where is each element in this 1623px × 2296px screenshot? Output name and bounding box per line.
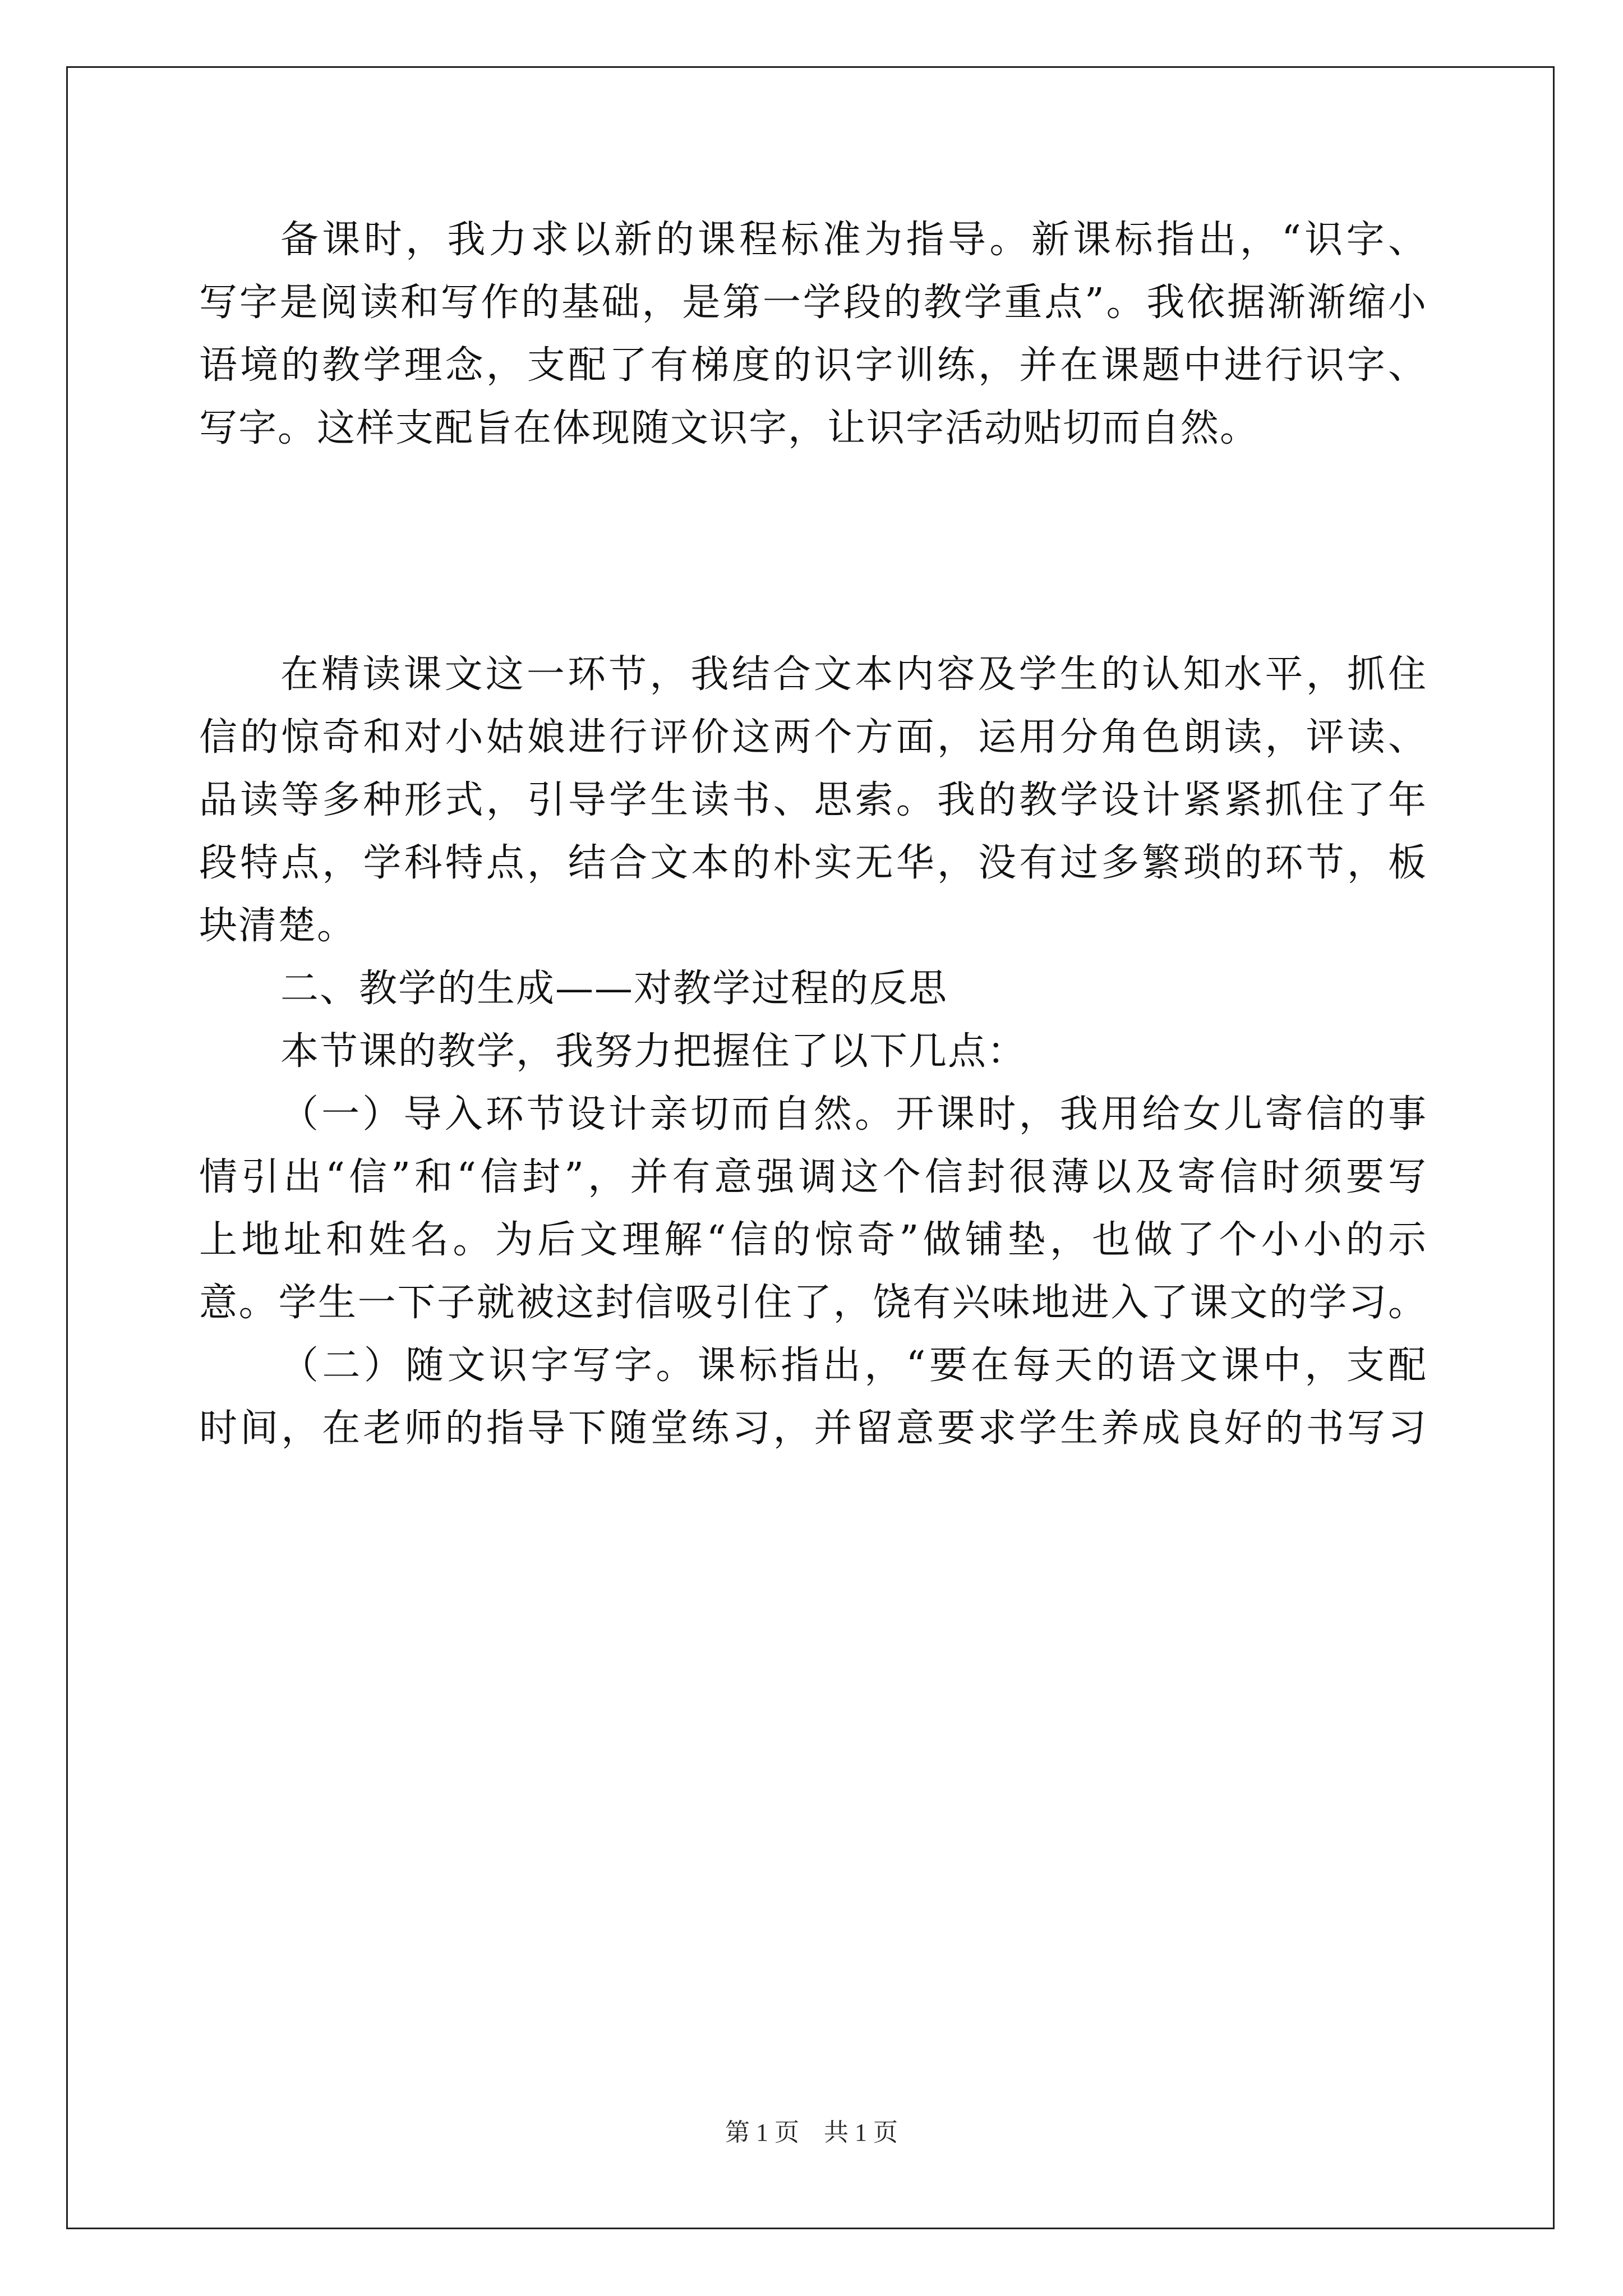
text-line-3: 语境的教学理念，支配了有梯度的识字训练，并在课题中进行识字、 [199,343,1427,388]
text-line-13: 情引出“信”和“信封”，并有意强调这个信封很薄以及寄信时须要写 [199,1155,1427,1199]
text-line-14: 上地址和姓名。为后文理解“信的惊奇”做铺垫，也做了个小小的示 [199,1218,1427,1262]
text-line-12: （一）导入环节设计亲切而自然。开课时，我用给女儿寄信的事 [280,1092,1427,1137]
text-line-1: 备课时，我力求以新的课程标准为指导。新课标指出，“识字、 [280,218,1427,262]
section-heading: 二、教学的生成——对教学过程的反思 [280,967,948,1011]
text-line-15: 意。学生一下子就被这封信吸引住了，饶有兴味地进入了课文的学习。 [199,1281,1427,1325]
text-line-7: 品读等多种形式，引导学生读书、思索。我的教学设计紧紧抓住了年 [199,778,1427,822]
text-line-16: （二）随文识字写字。课标指出，“要在每天的语文课中，支配 [280,1343,1427,1388]
text-line-2: 写字是阅读和写作的基础，是第一学段的教学重点”。我依据渐渐缩小 [199,280,1427,325]
text-line-17: 时间，在老师的指导下随堂练习，并留意要求学生养成良好的书写习 [199,1406,1427,1451]
text-line-6: 信的惊奇和对小姑娘进行评价这两个方面，运用分角色朗读，评读、 [199,715,1427,760]
text-line-11: 本节课的教学，我努力把握住了以下几点： [280,1029,1027,1074]
text-line-8: 段特点，学科特点，结合文本的朴实无华，没有过多繁琐的环节，板 [199,841,1427,885]
text-line-4: 写字。这样支配旨在体现随文识字，让识字活动贴切而自然。 [199,406,1260,450]
page-footer: 第 1 页 共 1 页 [725,2119,898,2146]
text-line-5: 在精读课文这一环节，我结合文本内容及学生的认知水平，抓住 [280,652,1427,697]
text-line-9: 块清楚。 [199,904,357,948]
